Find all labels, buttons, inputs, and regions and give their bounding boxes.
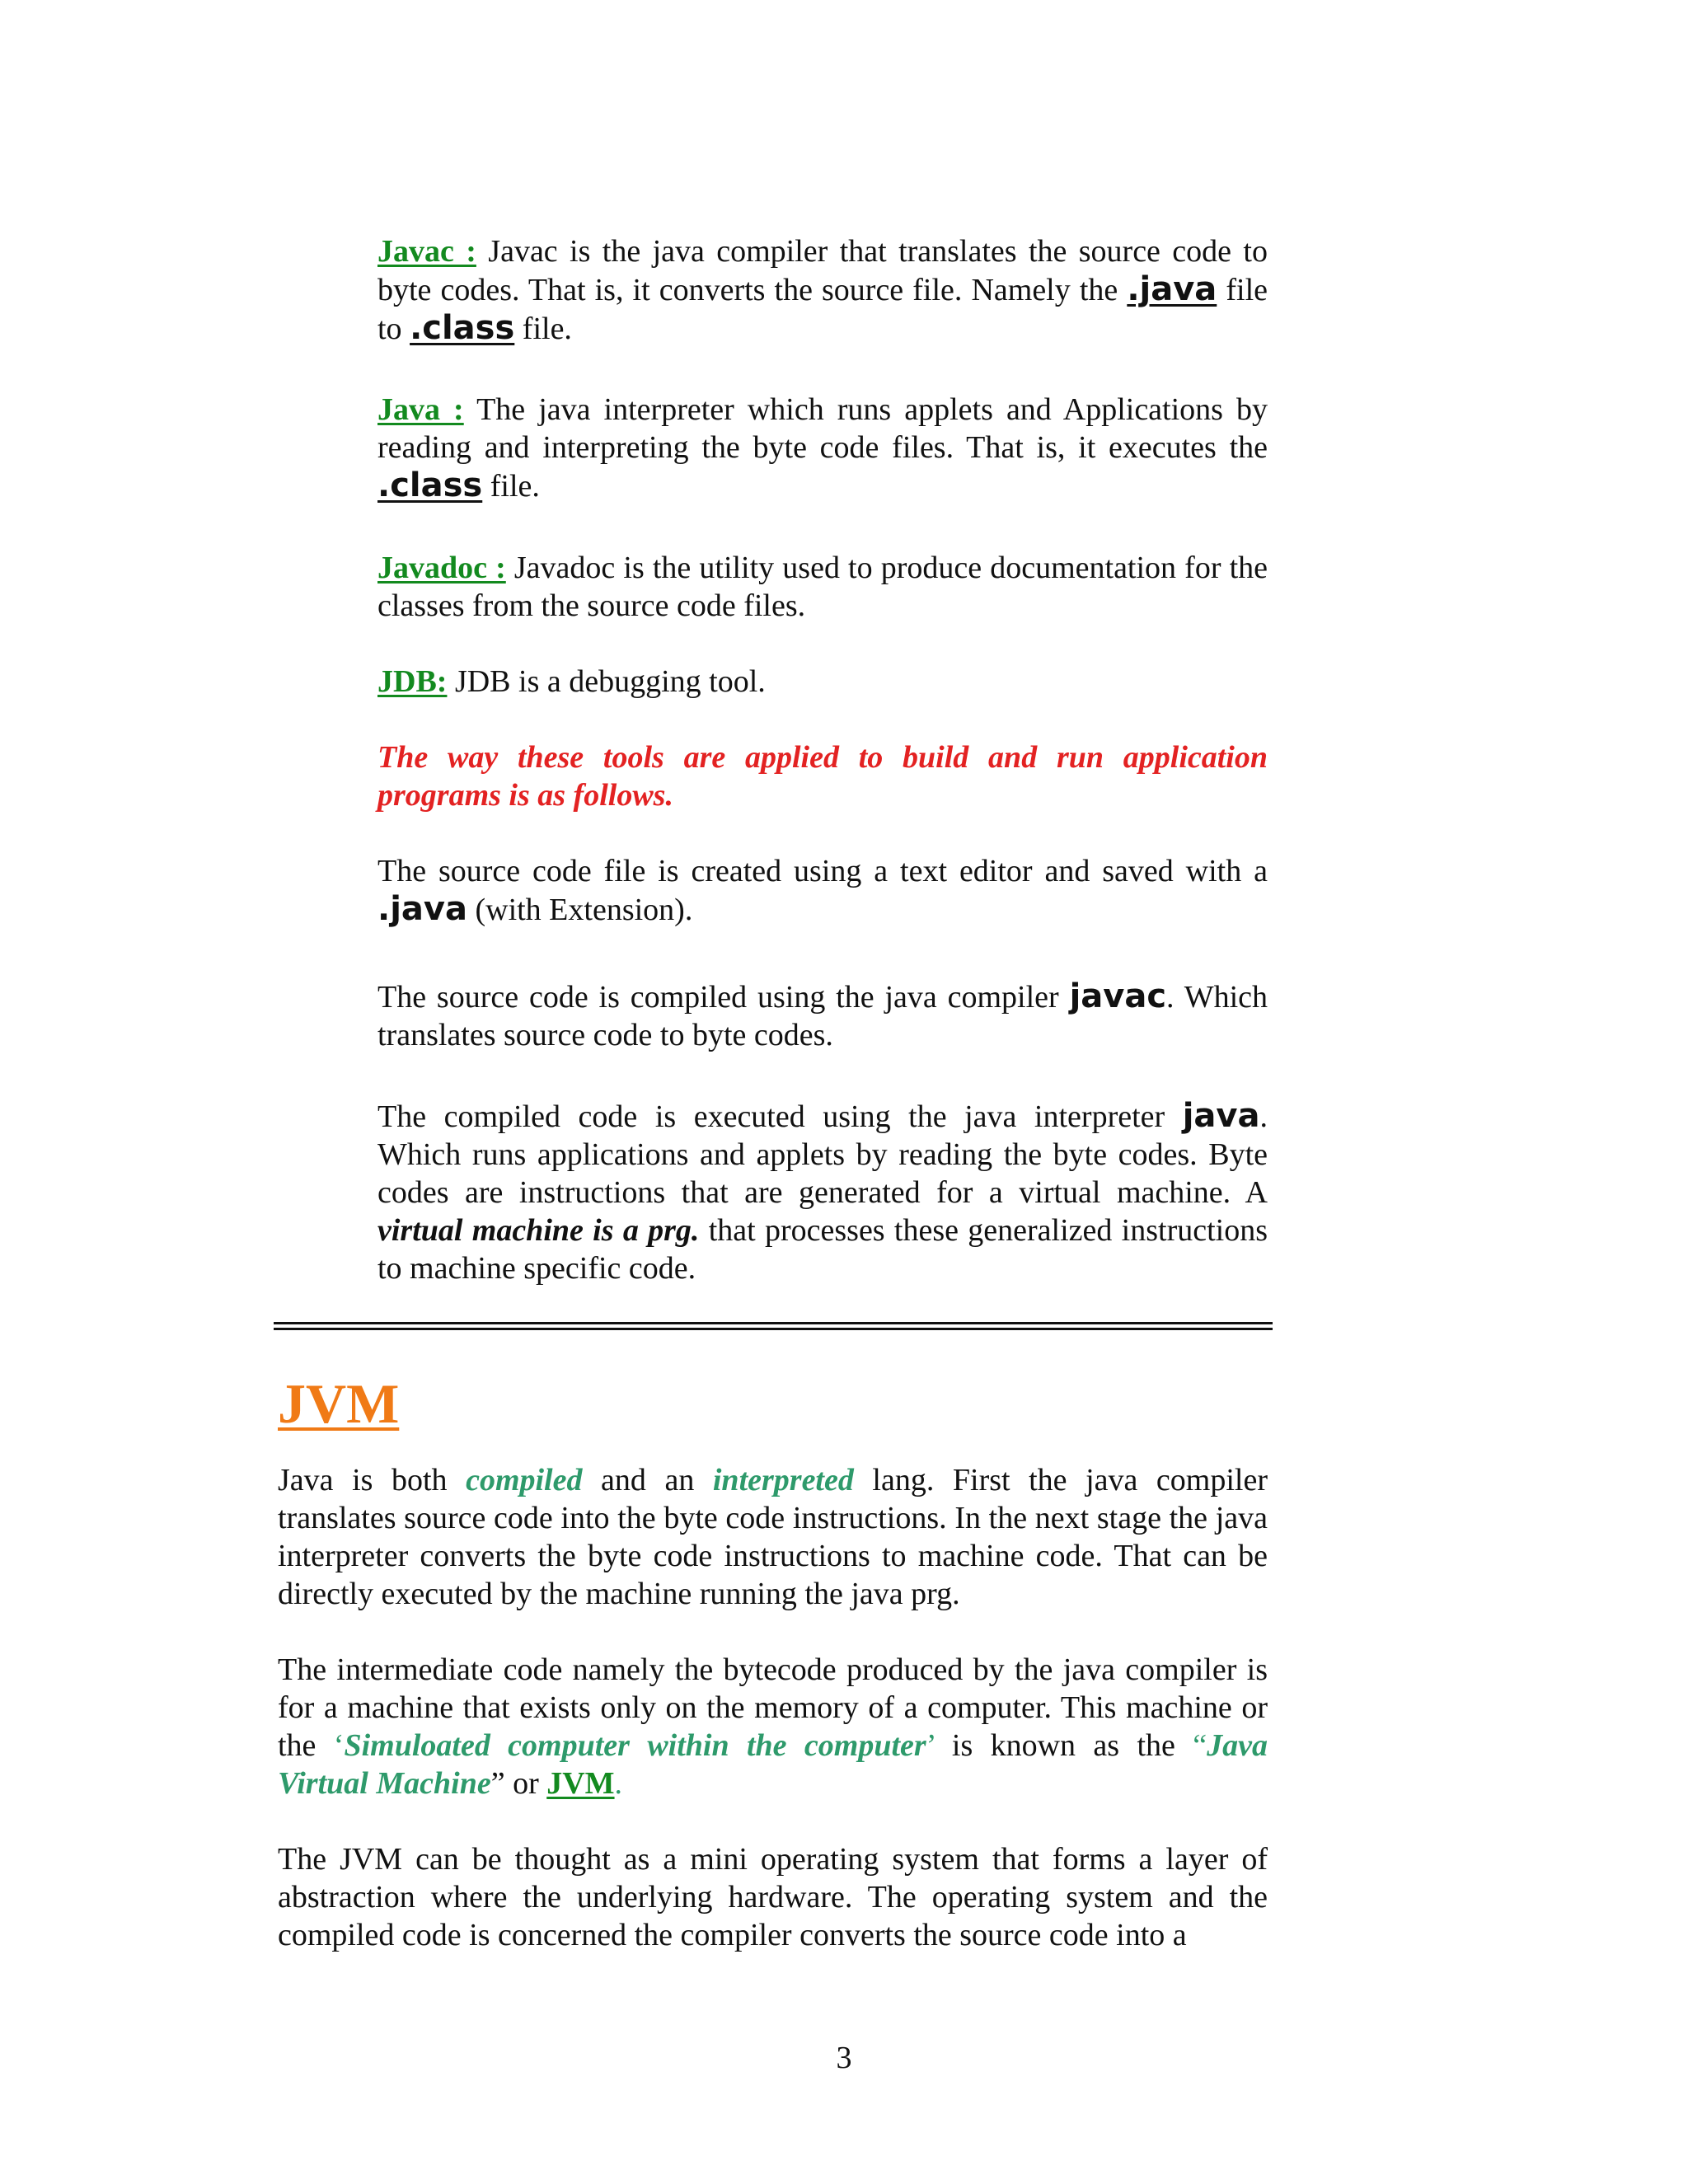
step3-text-3: that processes these generalized instructions to machine specific code. (377, 1213, 1268, 1286)
javac-command: javac (1069, 977, 1167, 1015)
open-double-quote: “ (1193, 1728, 1207, 1763)
javadoc-term: Javadoc : (377, 551, 506, 585)
section-divider-bottom (274, 1328, 1273, 1330)
step-compile (377, 977, 1268, 1054)
java-text-1: The java interpreter which runs applets and Applications by reading and interpreting the byte code files. That is, it executes the (377, 392, 1268, 465)
jvm-paragraph-1 (278, 1461, 1268, 1613)
javac-text-3: file. (514, 312, 572, 346)
interpreted-emphasis: interpreted (712, 1463, 854, 1497)
section-divider-top (274, 1322, 1273, 1324)
page-number: 3 (836, 2041, 852, 2075)
jvm-p1-text-1: Java is both (278, 1463, 467, 1497)
simulated-computer-emphasis: Simuloated computer within the computer (344, 1728, 926, 1763)
tools-usage-note (377, 738, 1268, 814)
javadoc-text: Javadoc is the utility used to produce documentation for the classes from the source code files. (377, 551, 1268, 623)
jvm-p3-text: The JVM can be thought as a mini operating system that forms a layer of abstraction where the underlying hardware. The operating system and the compiled code is concerned the compiler converts the source code into a (278, 1842, 1268, 1952)
jvm-p1-text-2: and an (582, 1463, 713, 1497)
java-text-2: file. (482, 469, 540, 504)
jdb-paragraph (377, 663, 1268, 701)
note-text: The way these tools are applied to build and run application programs is as follows. (377, 740, 1268, 813)
jvm-link: JVM (546, 1766, 615, 1801)
jvm-p1-text-3: lang. First the java compiler translates source code into the byte code instructions. In the next stage the java interpreter converts the byte code instructions to machine code. That can be directly executed by the machine running the java prg. (278, 1463, 1268, 1611)
jvm-p2-text-3: or (504, 1766, 547, 1801)
jvm-heading: JVM (278, 1372, 400, 1435)
compiled-emphasis: compiled (466, 1463, 583, 1497)
javac-text-2: file to (377, 273, 1268, 346)
java-command: java (1182, 1097, 1260, 1135)
step2-text-1: The source code is compiled using the java compiler (377, 980, 1070, 1015)
jvm-p2-text-1: The intermediate code namely the bytecode produced by the java compiler is for a machine that exists only on the memory of a computer. This machine or the (278, 1652, 1268, 1763)
close-double-quote: ” (490, 1766, 505, 1801)
period: . (614, 1766, 623, 1801)
java-virtual-machine-emphasis: Java Virtual Machine (278, 1728, 1268, 1801)
java-term: Java : (377, 392, 464, 427)
javac-text-1: Javac is the java compiler that translates the source code to byte codes. That is, it converts the source file. Namely the (377, 234, 1268, 307)
java-extension: .java (1127, 270, 1217, 308)
step1-text-2: (with Extension). (467, 893, 693, 927)
step1-text-1: The source code file is created using a text editor and saved with a (377, 854, 1268, 888)
class-extension: .class (377, 466, 483, 504)
jdb-term: JDB: (377, 664, 448, 699)
step3-text-2: . Which runs applications and applets by reading the byte codes. Byte codes are instructions that are generated for a virtual machine. A (377, 1099, 1268, 1210)
open-single-quote: ‘ (333, 1728, 345, 1763)
step-create-source (377, 852, 1268, 929)
step-execute (377, 1097, 1268, 1287)
java-paragraph (377, 391, 1268, 505)
close-single-quote: ’ (926, 1728, 935, 1763)
javac-paragraph (377, 232, 1268, 348)
step2-text-2: . Which translates source code to byte codes. (377, 980, 1268, 1052)
jvm-paragraph-3 (278, 1840, 1268, 1954)
virtual-machine-emphasis: virtual machine is a prg. (377, 1213, 700, 1248)
javac-term: Javac : (377, 234, 476, 269)
java-extension: .java (377, 890, 467, 928)
jvm-p2-text-2: is known as the (934, 1728, 1193, 1763)
class-extension: .class (410, 309, 515, 347)
jvm-paragraph-2 (278, 1651, 1268, 1802)
jdb-text: JDB is a debugging tool. (447, 664, 766, 699)
step3-text-1: The compiled code is executed using the java interpreter (377, 1099, 1183, 1134)
javadoc-paragraph (377, 549, 1268, 625)
